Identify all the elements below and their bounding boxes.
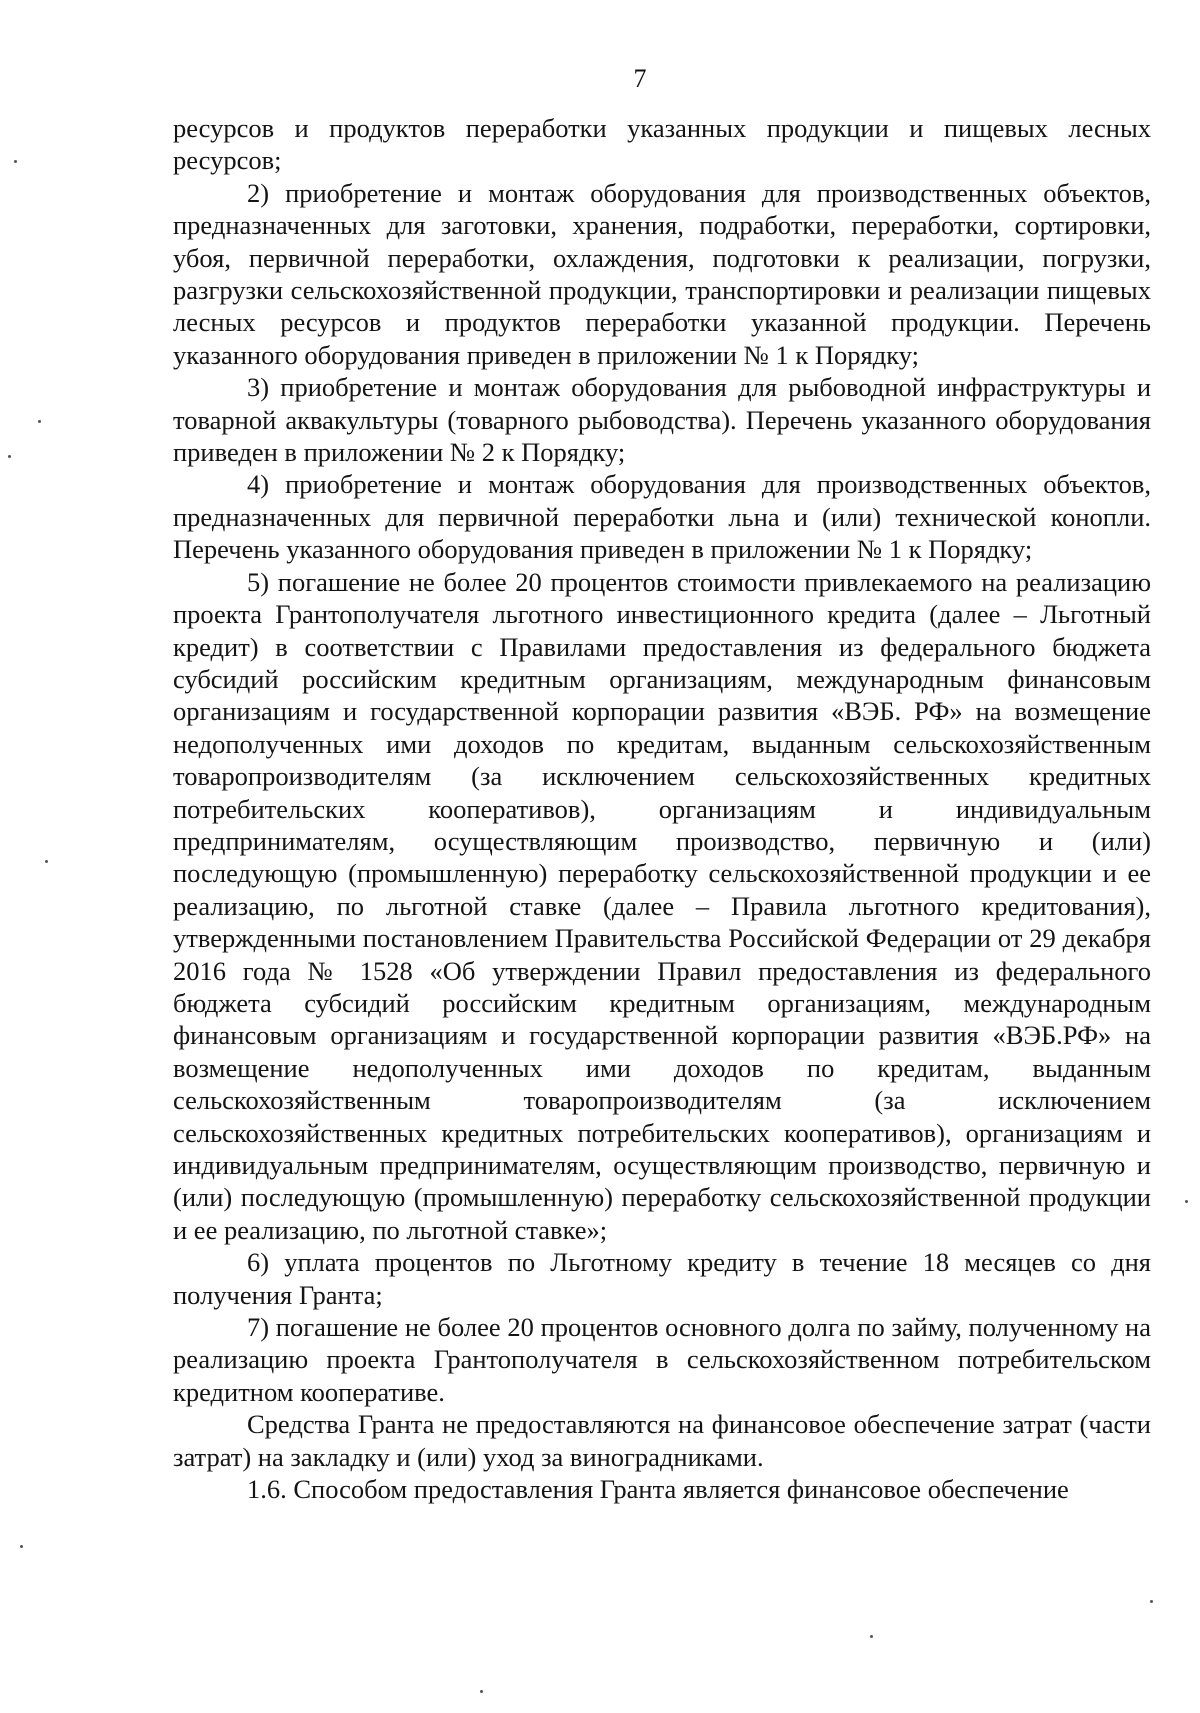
scan-speck	[870, 1635, 873, 1638]
scan-speck	[20, 1545, 23, 1548]
paragraph-item-4: 4) приобретение и монтаж оборудования для производственных объектов, предназначенных для первичной переработки льна и (или) технической конопли. Перечень указанного оборудования приведен в приложении № 1 к Порядку;	[173, 469, 1151, 565]
scan-speck	[1150, 1600, 1153, 1603]
paragraph-section-1-6: 1.6. Способом предоставления Гранта является финансовое обеспечение	[247, 1474, 1069, 1505]
scan-speck	[8, 455, 11, 458]
scan-speck	[480, 1690, 483, 1693]
paragraph-item-3: 3) приобретение и монтаж оборудования для рыбоводной инфраструктуры и товарной аквакультуры (товарного рыбоводства). Перечень указанного оборудования приведен в приложении № 2 к Порядку;	[173, 372, 1151, 468]
paragraph-continuation: ресурсов и продуктов переработки указанных продукции и пищевых лесных ресурсов;	[173, 113, 1151, 176]
paragraph-item-5: 5) погашение не более 20 процентов стоимости привлекаемого на реализацию проекта Грантополучателя льготного инвестиционного кредита (далее – Льготный кредит) в соответствии с Правилами предоставления из федерального бюджета субсидий российским кредитным организациям, международным финансовым организациям и государственной корпорации развития «ВЭБ. РФ» на возмещение недополученных ими доходов по кредитам, выданным сельскохозяйственным товаропроизводителям (за исключением сельскохозяйственных кредитных потребительских кооперативов), организациям и индивидуальным предпринимателям, осуществляющим производство, первичную и (или) последующую (промышленную) переработку сельскохозяйственной продукции и ее реализацию, по льготной ставке (далее – Правила льготного кредитования), утвержденными постановлением Правительства Российской Федерации от 29 декабря 2016 года № 1528 «Об утверждении Правил предоставления из федерального бюджета субсидий российским кредитным организациям, международным финансовым организациям и государственной корпорации развития «ВЭБ.РФ» на возмещение недополученных ими доходов по кредитам, выданным сельскохозяйственным товаропроизводителям (за исключением сельскохозяйственных кредитных потребительских кооперативов), организациям и индивидуальным предпринимателям, осуществляющим производство, первичную и (или) последующую (промышленную) переработку сельскохозяйственной продукции и ее реализацию, по льготной ставке»;	[173, 566, 1151, 1245]
scan-speck	[1185, 1200, 1188, 1203]
paragraph-item-6: 6) уплата процентов по Льготному кредиту в течение 18 месяцев со дня получения Гранта;	[173, 1247, 1151, 1310]
paragraph-item-7: 7) погашение не более 20 процентов основного долга по займу, полученному на реализацию проекта Грантополучателя в сельскохозяйственном потребительском кредитном кооперативе.	[173, 1312, 1151, 1407]
paragraph-grant-restriction: Средства Гранта не предоставляются на финансовое обеспечение затрат (части затрат) на закладку и (или) уход за виноградниками.	[173, 1409, 1151, 1472]
page-number: 7	[633, 64, 647, 93]
paragraph-item-2: 2) приобретение и монтаж оборудования для производственных объектов, предназначенных для заготовки, хранения, подработки, переработки, сортировки, убоя, первичной переработки, охлаждения, подготовки к реализации, погрузки, разгрузки сельскохозяйственной продукции, транспортировки и реализации пищевых лесных ресурсов и продуктов переработки указанной продукции. Перечень указанного оборудования приведен в приложении № 1 к Порядку;	[173, 177, 1151, 370]
scan-speck	[14, 160, 17, 163]
scan-speck	[38, 420, 41, 423]
document-body	[173, 112, 1151, 1505]
scan-speck	[45, 860, 48, 863]
